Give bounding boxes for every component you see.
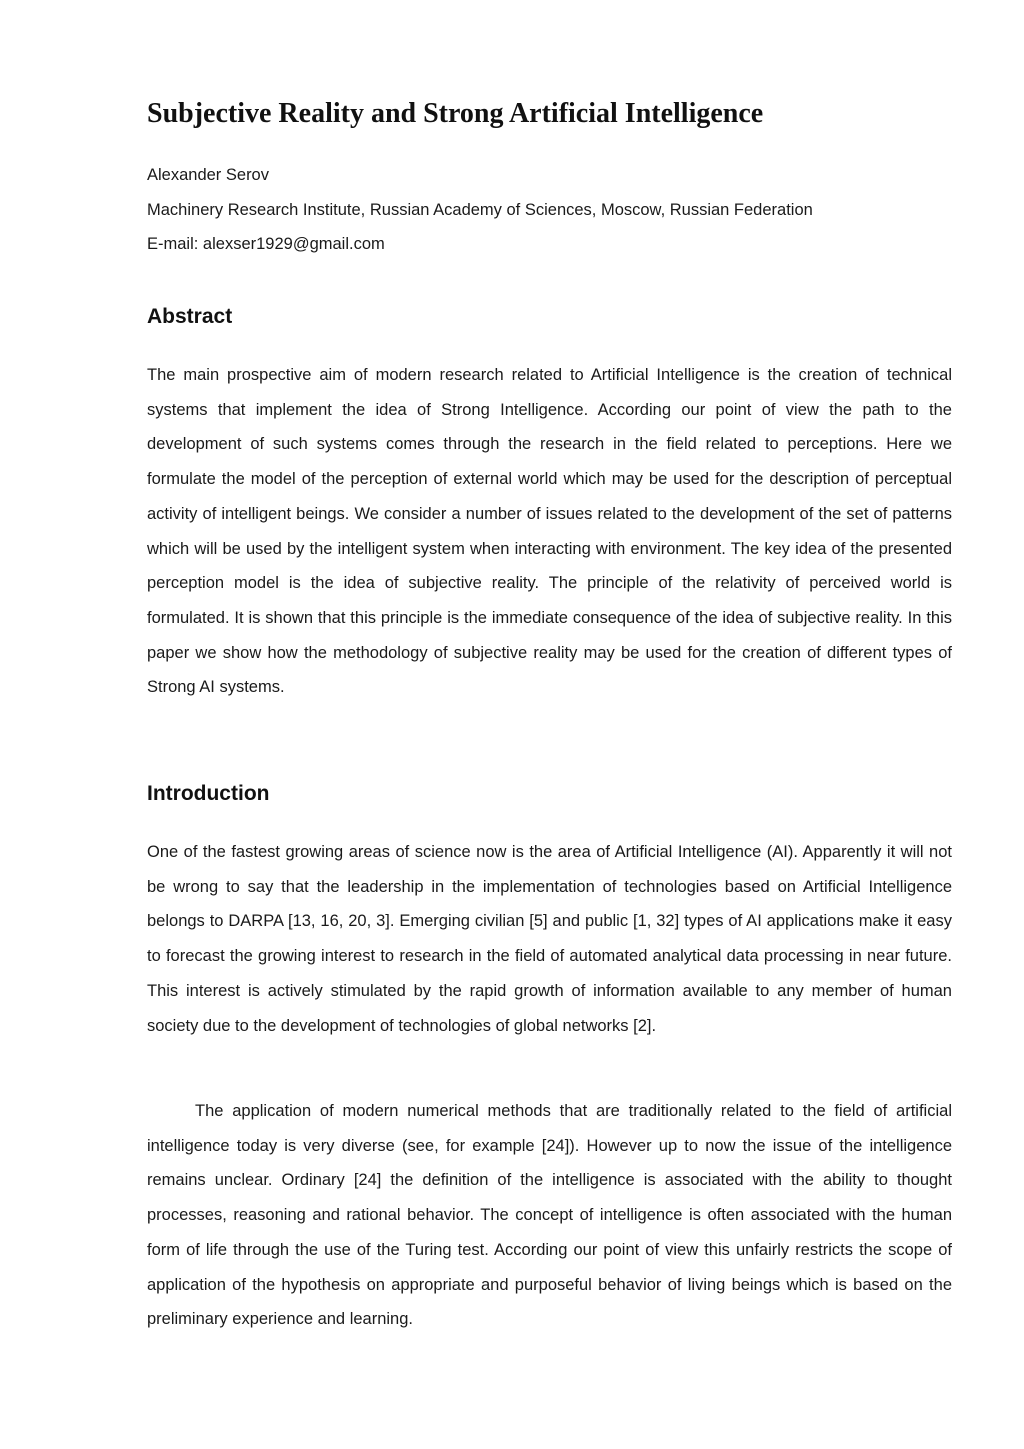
introduction-paragraph: One of the fastest growing areas of science now is the area of Artificial Intelligence (AI). Apparently it will not be wrong to say that the leadership in the implementation of technologies based on Artificial Intelligence belongs to DARPA [13, 16, 20, 3]. Emerging civilian [5] and public [1, 32] types of AI applications make it easy to forecast the growing interest to research in the field of automated analytical data processing in near future. This interest is actively stimulated by the rapid growth of information available to any member of human society due to the development of technologies of global networks [2]. (147, 843, 952, 1035)
introduction-paragraph: The application of modern numerical methods that are traditionally related to the field of artificial intelligence today is very diverse (see, for example [24]). However up to now the issue of the intelligence remains unclear. Ordinary [24] the definition of the intelligence is associated with the ability to thought processes, reasoning and rational behavior. The concept of intelligence is often associated with the human form of life through the use of the Turing test. According our point of view this unfairly restricts the scope of application of the hypothesis on appropriate and purposeful behavior of living beings which is based on the preliminary experience and learning. (147, 1102, 952, 1329)
introduction-heading: Introduction (147, 782, 270, 805)
abstract-text: The main prospective aim of modern research related to Artificial Intelligence is the creation of technical systems that implement the idea of Strong Intelligence. According our point of view the path to the development of such systems comes through the research in the field related to perceptions. Here we formulate the model of the perception of external world which may be used for the description of perceptual activity of intelligent beings. We consider a number of issues related to the development of the set of patterns which will be used by the intelligent system when interacting with environment. The key idea of the presented perception model is the idea of subjective reality. The principle of the relativity of perceived world is formulated. It is shown that this principle is the immediate consequence of the idea of subjective reality. In this paper we show how the methodology of subjective reality may be used for the creation of different types of Strong AI systems. (147, 366, 952, 697)
paper-title: Subjective Reality and Strong Artificial Intelligence (147, 98, 764, 129)
author-email: E-mail: alexser1929@gmail.com (147, 235, 385, 253)
author-name: Alexander Serov (147, 166, 269, 184)
author-affiliation: Machinery Research Institute, Russian Academy of Sciences, Moscow, Russian Federation (147, 201, 813, 219)
abstract-heading: Abstract (147, 305, 233, 328)
